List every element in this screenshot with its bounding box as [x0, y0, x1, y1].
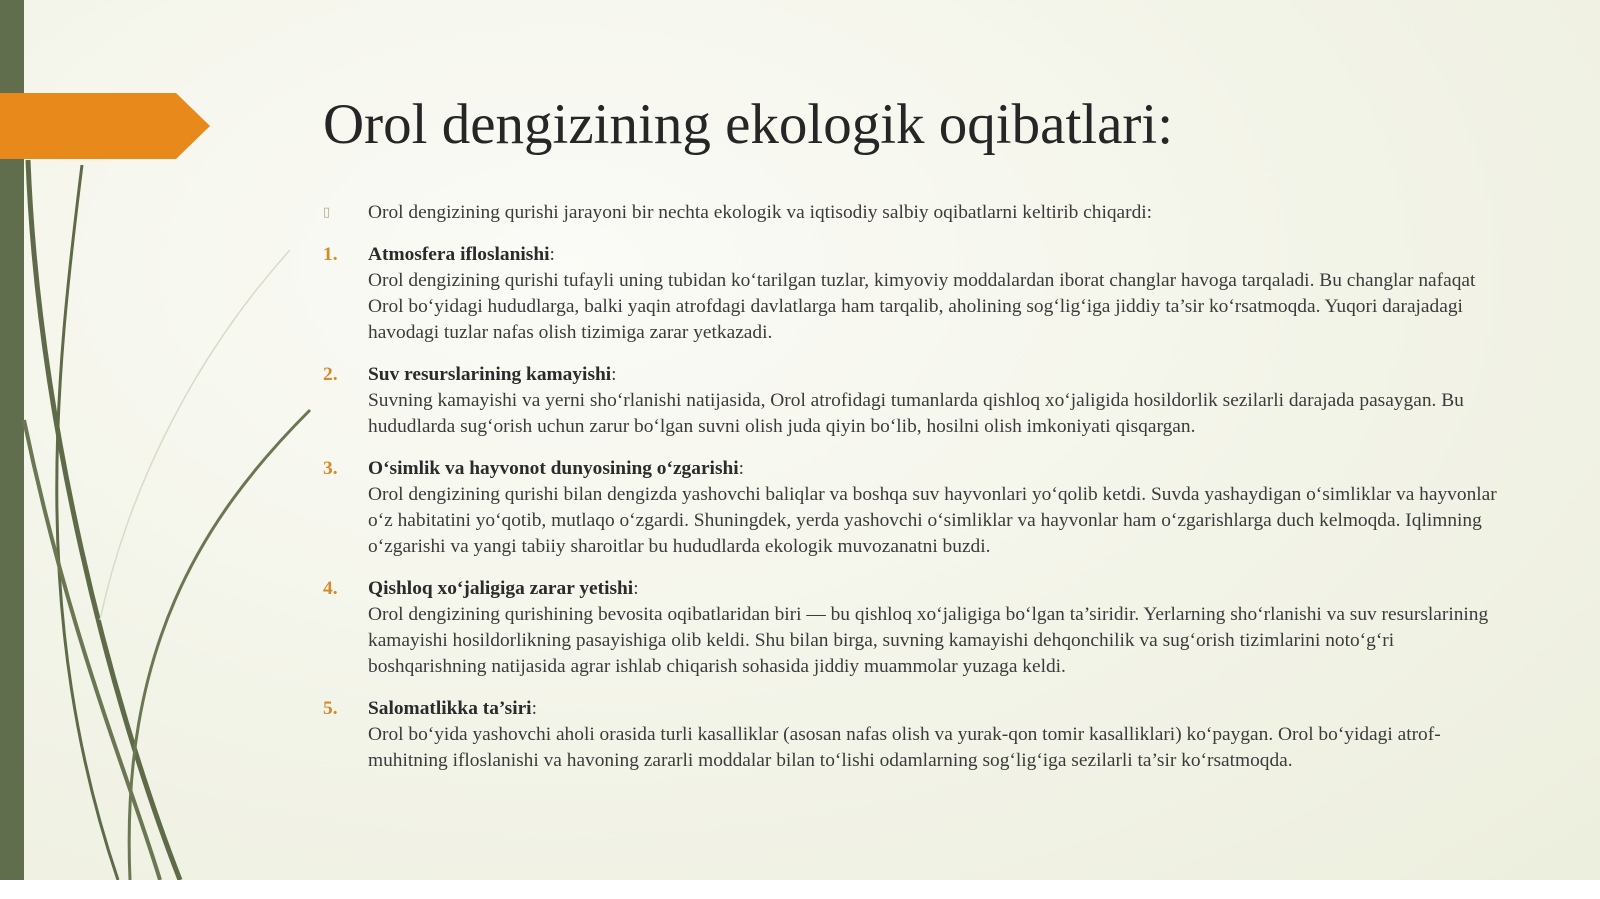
- item-number: 5.: [323, 698, 338, 719]
- intro-text: Orol dengizining qurishi jarayoni bir nechta ekologik va iqtisodiy salbiy oqibatlarni keltirib chiqardi:: [368, 202, 1153, 223]
- item-heading: [368, 244, 555, 265]
- item-text: Suvning kamayishi va yerni sho‘rlanishi natijasida, Orol atrofidagi tumanlarda qishloq xo‘jaligida hosildorlik sezilarli darajada pasaygan. Bu hududlarda sug‘orish uchun zarur bo‘lgan suvni olish juda qiyin bo‘lib, hosilni olish imkoniyati qisqargan.: [368, 390, 1464, 437]
- item-number: 4.: [323, 578, 338, 599]
- item-heading-colon: :: [738, 458, 745, 479]
- list-item: [323, 456, 1503, 560]
- item-heading: [368, 698, 537, 719]
- item-heading-text: O‘simlik va hayvonot dunyosining o‘zgarishi: [368, 458, 739, 479]
- bullet-icon: ▯: [323, 205, 331, 220]
- list-item: [323, 696, 1503, 774]
- slide-title: Orol dengizining ekologik oqibatlari:: [323, 93, 1174, 156]
- item-heading-colon: :: [633, 578, 639, 599]
- item-number: 2.: [323, 364, 338, 385]
- item-heading: [368, 458, 744, 479]
- slide-content: [323, 200, 1503, 790]
- item-heading: [368, 364, 617, 385]
- item-heading: [368, 578, 639, 599]
- item-heading-text: Qishloq xo‘jaligiga zarar yetishi: [368, 578, 634, 599]
- item-text: Orol dengizining qurishi bilan dengizda yashovchi baliqlar va boshqa suv hayvonlari yo‘qolib ketdi. Suvda yashaydigan o‘simliklar va hayvonlar o‘z habitatini yo‘qotib, mutlaqo o‘zgardi. Shuningdek, yerda yashovchi o‘simliklar va hayvonlar ham o‘zgarishlarga duch kelmoqda. Iqlimning o‘zgarishi va yangi tabiiy sharoitlar bu hududlarda ekologik muvozanatni buzdi.: [368, 484, 1497, 557]
- item-heading-text: Atmosfera ifloslanishi: [368, 244, 550, 265]
- orange-arrow-accent: [0, 93, 210, 159]
- list-item: [323, 242, 1503, 346]
- item-heading-colon: :: [549, 244, 555, 265]
- list-item: [323, 576, 1503, 680]
- item-number: 1.: [323, 244, 338, 265]
- item-heading-text: Suv resurslarining kamayishi: [368, 364, 612, 385]
- item-text: Orol dengizining qurishi tufayli uning tubidan ko‘tarilgan tuzlar, kimyoviy moddalardan iborat changlar havoga tarqaladi. Bu changlar nafaqat Orol bo‘yidagi hududlarga, balki yaqin atrofdagi davlatlarga ham tarqalib, aholining sog‘lig‘iga jiddiy ta’sir ko‘rsatmoqda. Yuqori darajadagi havodagi tuzlar nafas olish tizimiga zarar yetkazadi.: [368, 270, 1476, 343]
- list-item: [323, 362, 1503, 440]
- item-heading-colon: :: [611, 364, 617, 385]
- item-text: Orol bo‘yida yashovchi aholi orasida turli kasalliklar (asosan nafas olish va yurak-qon tomir kasalliklari) ko‘paygan. Orol bo‘yidagi atrof-muhitning ifloslanishi va havoning zararli moddalar bilan to‘lishi odamlarning sog‘lig‘iga sezilarli ta’sir ko‘rsatmoqda.: [368, 724, 1441, 771]
- item-heading-text: Salomatlikka ta’siri: [368, 698, 532, 719]
- item-number: 3.: [323, 458, 338, 479]
- intro-paragraph: [323, 200, 1503, 226]
- item-text: Orol dengizining qurishining bevosita oqibatlaridan biri — bu qishloq xo‘jaligiga bo‘lgan ta’siridir. Yerlarning sho‘rlanishi va suv resurslarining kamayishi hosildorlikning pasayishiga olib keldi. Shu bilan birga, suvning kamayishi dehqonchilik va sug‘orish tizimlarini noto‘g‘ri boshqarishning natijasida agrar ishlab chiqarish sohasida jiddiy muammolar yuzaga keldi.: [368, 604, 1489, 677]
- bottom-margin: [0, 880, 1600, 899]
- item-heading-colon: :: [531, 698, 537, 719]
